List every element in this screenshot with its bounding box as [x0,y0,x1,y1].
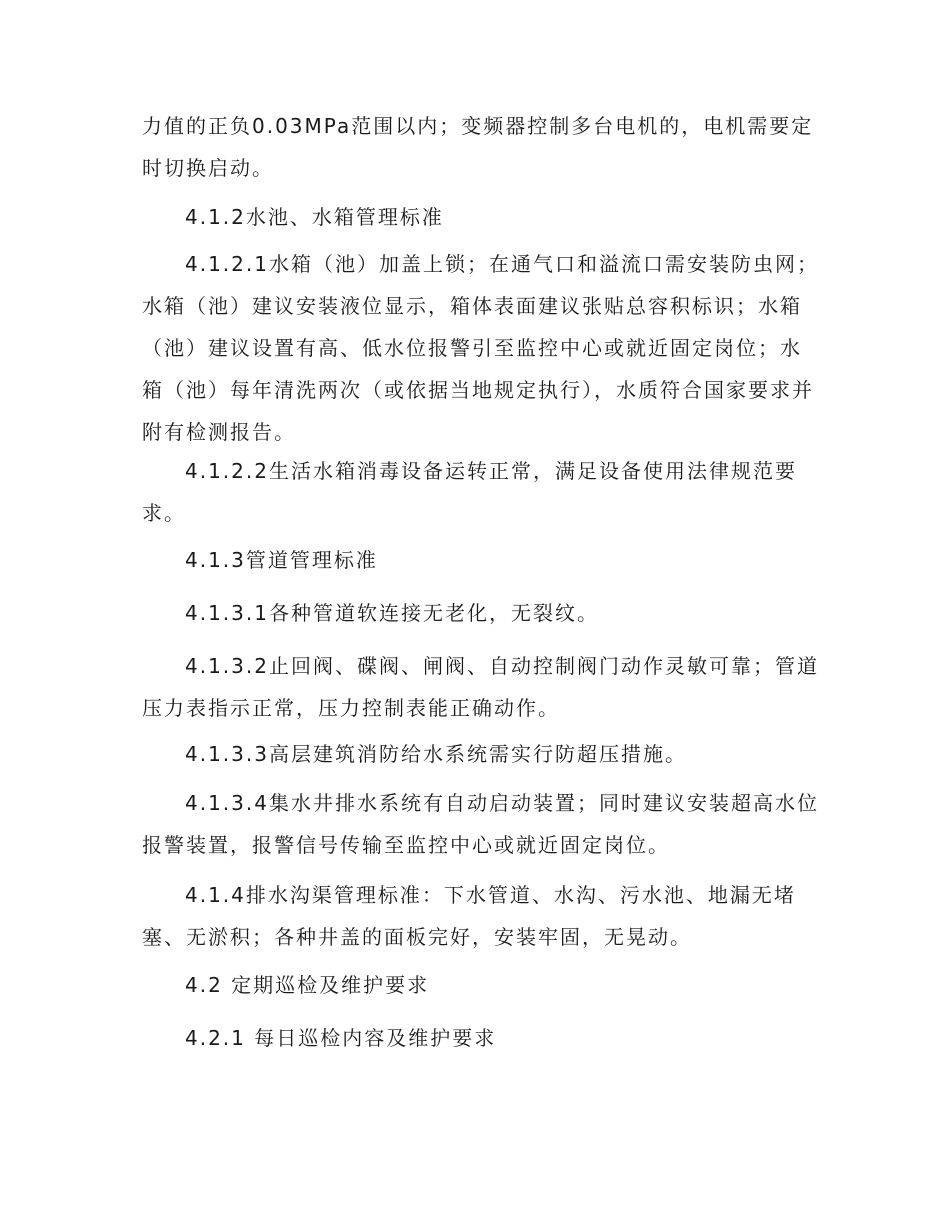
paragraph-4-1-4: 4.1.4排水沟渠管理标准：下水管道、水沟、污水池、地漏无堵塞、无淤积；各种井盖的面板完好，安装牢固，无晃动。 [142,883,796,949]
paragraph-4-1-2-2: 4.1.2.2生活水箱消毒设备运转正常，满足设备使用法律规范要求。 [142,459,797,525]
paragraph-continuation: 力值的正负0.03MPa范围以内；变频器控制多台电机的，电机需要定时切换启动。 [142,114,814,180]
heading-4-1-2: 4.1.2水池、水箱管理标准 [185,205,444,229]
paragraph-4-1-2-1: 4.1.2.1水箱（池）加盖上锁；在通气口和溢流口需安装防虫网；水箱（池）建议安装液位显示，箱体表面建议张贴总容积标识；水箱（池）建议设置有高、低水位报警引至监控中心或就近固定岗位；水箱（池）每年清洗两次（或依据当地规定执行），水质符合国家要求并附有检测报告。 [142,252,819,444]
heading-4-1-3: 4.1.3管道管理标准 [185,548,378,572]
paragraph-4-1-3-1: 4.1.3.1各种管道软连接无老化，无裂纹。 [185,601,599,625]
heading-4-2-1: 4.2.1 每日巡检内容及维护要求 [185,1026,497,1050]
heading-4-2: 4.2 定期巡检及维护要求 [185,973,430,997]
paragraph-4-1-3-2: 4.1.3.2止回阀、碟阀、闸阀、自动控制阀门动作灵敏可靠；管道压力表指示正常，压力控制表能正确动作。 [142,654,819,720]
paragraph-4-1-3-3: 4.1.3.3高层建筑消防给水系统需实行防超压措施。 [185,742,687,766]
paragraph-4-1-3-4: 4.1.3.4集水井排水系统有自动启动装置；同时建议安装超高水位报警装置，报警信号传输至监控中心或就近固定岗位。 [142,791,819,857]
